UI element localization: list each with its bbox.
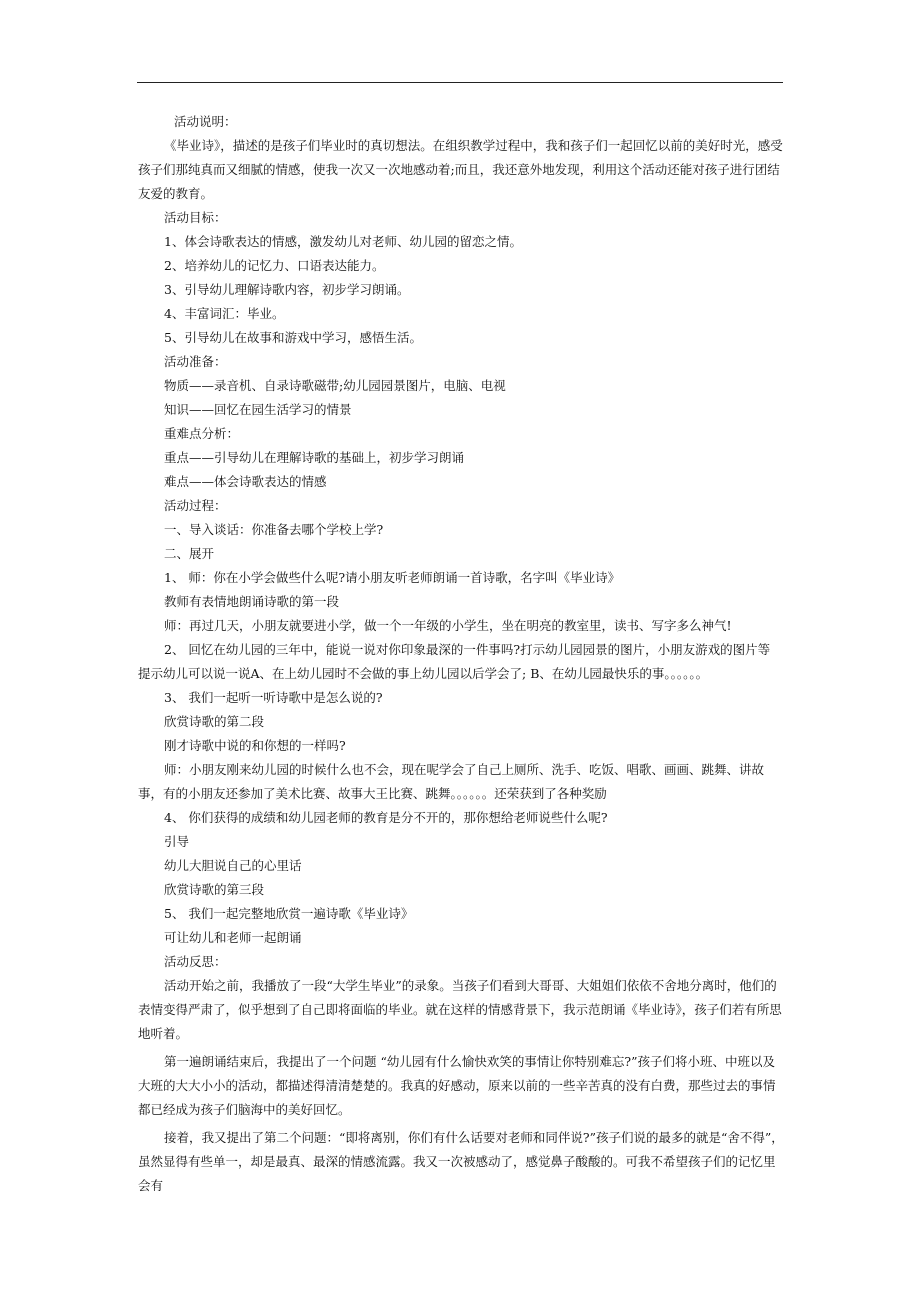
paragraph: 活动反思： <box>164 954 227 969</box>
paragraph: 重点——引导幼儿在理解诗歌的基础上，初步学习朗诵 <box>164 450 465 465</box>
paragraph: 活动过程： <box>164 498 227 513</box>
paragraph: 教师有表情地朗诵诗歌的第一段 <box>164 594 340 609</box>
paragraph: 重难点分析： <box>164 426 240 441</box>
paragraph: 幼儿大胆说自己的心里话 <box>164 858 302 873</box>
paragraph: 可让幼儿和老师一起朗诵 <box>164 930 302 945</box>
paragraph: 5、引导幼儿在故事和游戏中学习，感悟生活。 <box>164 330 422 345</box>
paragraph: 活动说明： <box>174 114 237 129</box>
paragraph: 知识——回忆在园生活学习的情景 <box>164 402 352 417</box>
document-body <box>138 110 786 1198</box>
paragraph: 3、 我们一起听一听诗歌中是怎么说的? <box>164 690 383 705</box>
paragraph: 1、 师：你在小学会做些什么呢?请小朋友听老师朗诵一首诗歌，名字叫《毕业诗》 <box>164 570 621 585</box>
paragraph: 欣赏诗歌的第二段 <box>164 714 265 729</box>
paragraph: 2、培养幼儿的记忆力、口语表达能力。 <box>164 258 385 273</box>
paragraph: 师：再过几天，小朋友就要进小学，做一个一年级的小学生，坐在明亮的教室里，读书、写字多么神气! <box>164 618 732 633</box>
paragraph: 4、丰富词汇：毕业。 <box>164 306 285 321</box>
paragraph: 4、 你们获得的成绩和幼儿园老师的教育是分不开的，那你想给老师说些什么呢? <box>164 810 608 825</box>
paragraph: 刚才诗歌中说的和你想的一样吗? <box>164 738 346 753</box>
paragraph: 3、引导幼儿理解诗歌内容，初步学习朗诵。 <box>164 282 410 297</box>
paragraph: 二、展开 <box>164 546 215 561</box>
header-rule <box>137 82 783 83</box>
paragraph: 接着，我又提出了第二个问题：“即将离别，你们有什么话要对老师和同伴说?”孩子们说的最多的就是“舍不得”，虽然显得有些单一，却是最真、最深的情感流露。我又一次被感动了，感觉鼻子酸酸的。可我不希望孩子们的记忆里会有 <box>138 1130 784 1193</box>
paragraph: 一、导入谈话：你准备去哪个学校上学? <box>164 522 384 537</box>
paragraph: 1、体会诗歌表达的情感，激发幼儿对老师、幼儿园的留恋之情。 <box>164 234 522 249</box>
paragraph: 活动目标： <box>164 210 227 225</box>
paragraph: 《毕业诗》，描述的是孩子们毕业时的真切想法。在组织教学过程中，我和孩子们一起回忆以前的美好时光，感受孩子们那纯真而又细腻的情感，使我一次又一次地感动着;而且，我还意外地发现，利用这个活动还能对孩子进行团结友爱的教育。 <box>138 138 783 201</box>
paragraph: 欣赏诗歌的第三段 <box>164 882 265 897</box>
paragraph: 难点——体会诗歌表达的情感 <box>164 474 327 489</box>
paragraph: 师：小朋友刚来幼儿园的时候什么也不会，现在呢学会了自己上厕所、洗手、吃饭、唱歌、画画、跳舞、讲故事，有的小朋友还参加了美术比赛、故事大王比赛、跳舞。。。。。。还荣获到了各种奖励 <box>138 762 765 801</box>
paragraph: 活动开始之前，我播放了一段“大学生毕业”的录象。当孩子们看到大哥哥、大姐姐们依依不舍地分离时，他们的表情变得严肃了，似乎想到了自己即将面临的毕业。就在这样的情感背景下，我示范朗诵《毕业诗》，孩子们若有所思地听着。 <box>138 978 782 1041</box>
paragraph: 5、 我们一起完整地欣赏一遍诗歌《毕业诗》 <box>164 906 414 921</box>
paragraph: 第一遍朗诵结束后，我提出了一个问题 “幼儿园有什么愉快欢笑的事情让你特别难忘?”孩子们将小班、中班以及大班的大大小小的活动，都描述得清清楚楚的。我真的好感动，原来以前的一些辛苦真的没有白费，那些过去的事情都已经成为孩子们脑海中的美好回忆。 <box>138 1054 776 1117</box>
paragraph: 引导 <box>164 834 190 849</box>
paragraph: 2、 回忆在幼儿园的三年中，能说一说对你印象最深的一件事吗?打示幼儿园园景的图片，小朋友游戏的图片等 提示幼儿可以说一说A、在上幼儿园时不会做的事上幼儿园以后学会了; B、在幼儿园最快乐的事。。。。。。 <box>138 642 771 681</box>
paragraph: 活动准备： <box>164 354 227 369</box>
paragraph: 物质——录音机、自录诗歌磁带;幼儿园园景图片，电脑、电视 <box>164 378 506 393</box>
